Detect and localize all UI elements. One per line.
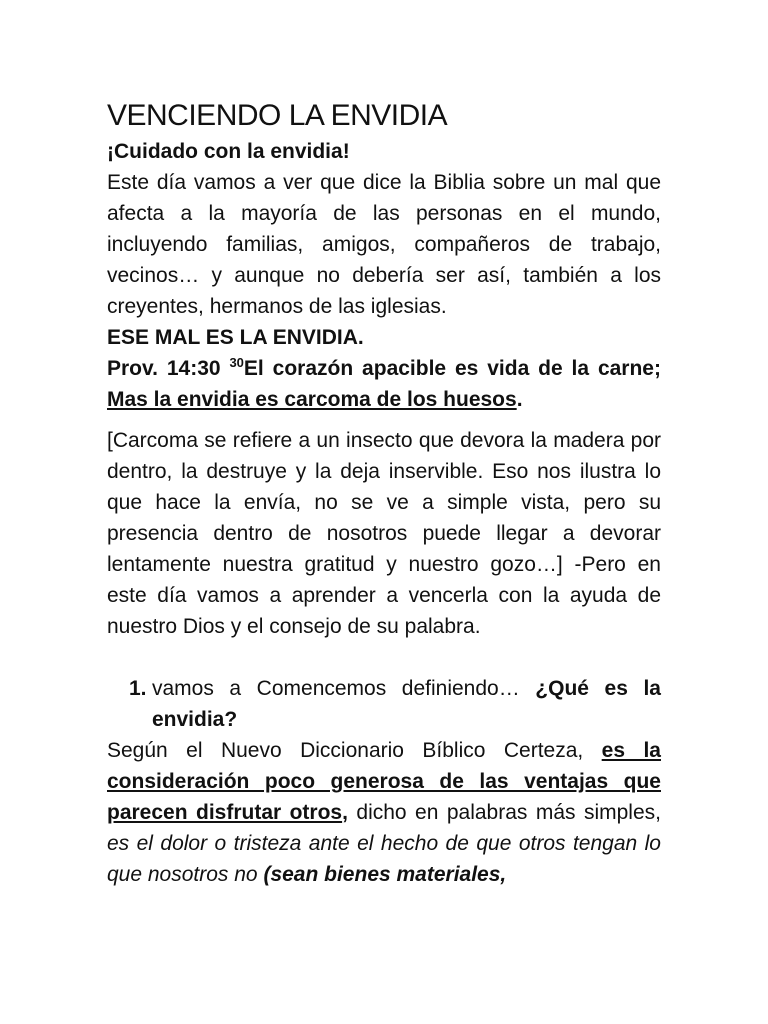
spacer (107, 642, 661, 673)
definition-italic: es el dolor o tristeza ante el hecho de que otros tengan lo que nosotros no (107, 832, 661, 886)
subtitle: ¡Cuidado con la envidia! (107, 140, 350, 163)
spacer (107, 415, 661, 425)
definition-normal: dicho en palabras más simples, (356, 801, 661, 824)
verse-underlined-text: Mas la envidia es carcoma de los huesos (107, 388, 517, 411)
list-number: 1. (129, 677, 147, 700)
verse-number: 30 (229, 355, 244, 370)
list-item-question: ¿Qué es la envidia? (152, 677, 661, 731)
definition-comma: , (342, 801, 348, 824)
definition-bold-italic: (sean bienes materiales, (263, 863, 507, 886)
document-title: VENCIENDO LA ENVIDIA (107, 99, 448, 132)
explanation-paragraph: [Carcoma se refiere a un insecto que devora la madera por dentro, la destruye y la deja inservible. Eso nos ilustra lo que hace la envía, no se ve a simple vista, pero su presencia dentro de nosotros puede llegar a devorar lentamente nuestra gratitud y nuestro gozo…] -Pero en este día vamos a aprender a vencerla con la ayuda de nuestro Dios y el consejo de su palabra. (107, 429, 661, 638)
document-content (107, 96, 661, 890)
definition-underlined: es la consideración poco generosa de las ventajas que parecen disfrutar otros (107, 739, 661, 824)
verse-end: . (516, 388, 523, 411)
verse-paragraph (107, 353, 661, 415)
verse-reference: Prov. 14:30 (107, 357, 221, 380)
verse-text: El corazón apacible es vida de la carne; (243, 357, 661, 380)
definition-paragraph (107, 735, 661, 890)
list-item (107, 673, 661, 735)
section-heading: ESE MAL ES LA ENVIDIA. (107, 326, 364, 349)
list-item-text: vamos a Comencemos definiendo… (152, 677, 520, 700)
definition-intro: Según el Nuevo Diccionario Bíblico Certeza, (107, 739, 584, 762)
intro-paragraph: Este día vamos a ver que dice la Biblia sobre un mal que afecta a la mayoría de las personas en el mundo, incluyendo familias, amigos, compañeros de trabajo, vecinos… y aunque no debería ser así, también a los creyentes, hermanos de las iglesias. (107, 171, 661, 318)
